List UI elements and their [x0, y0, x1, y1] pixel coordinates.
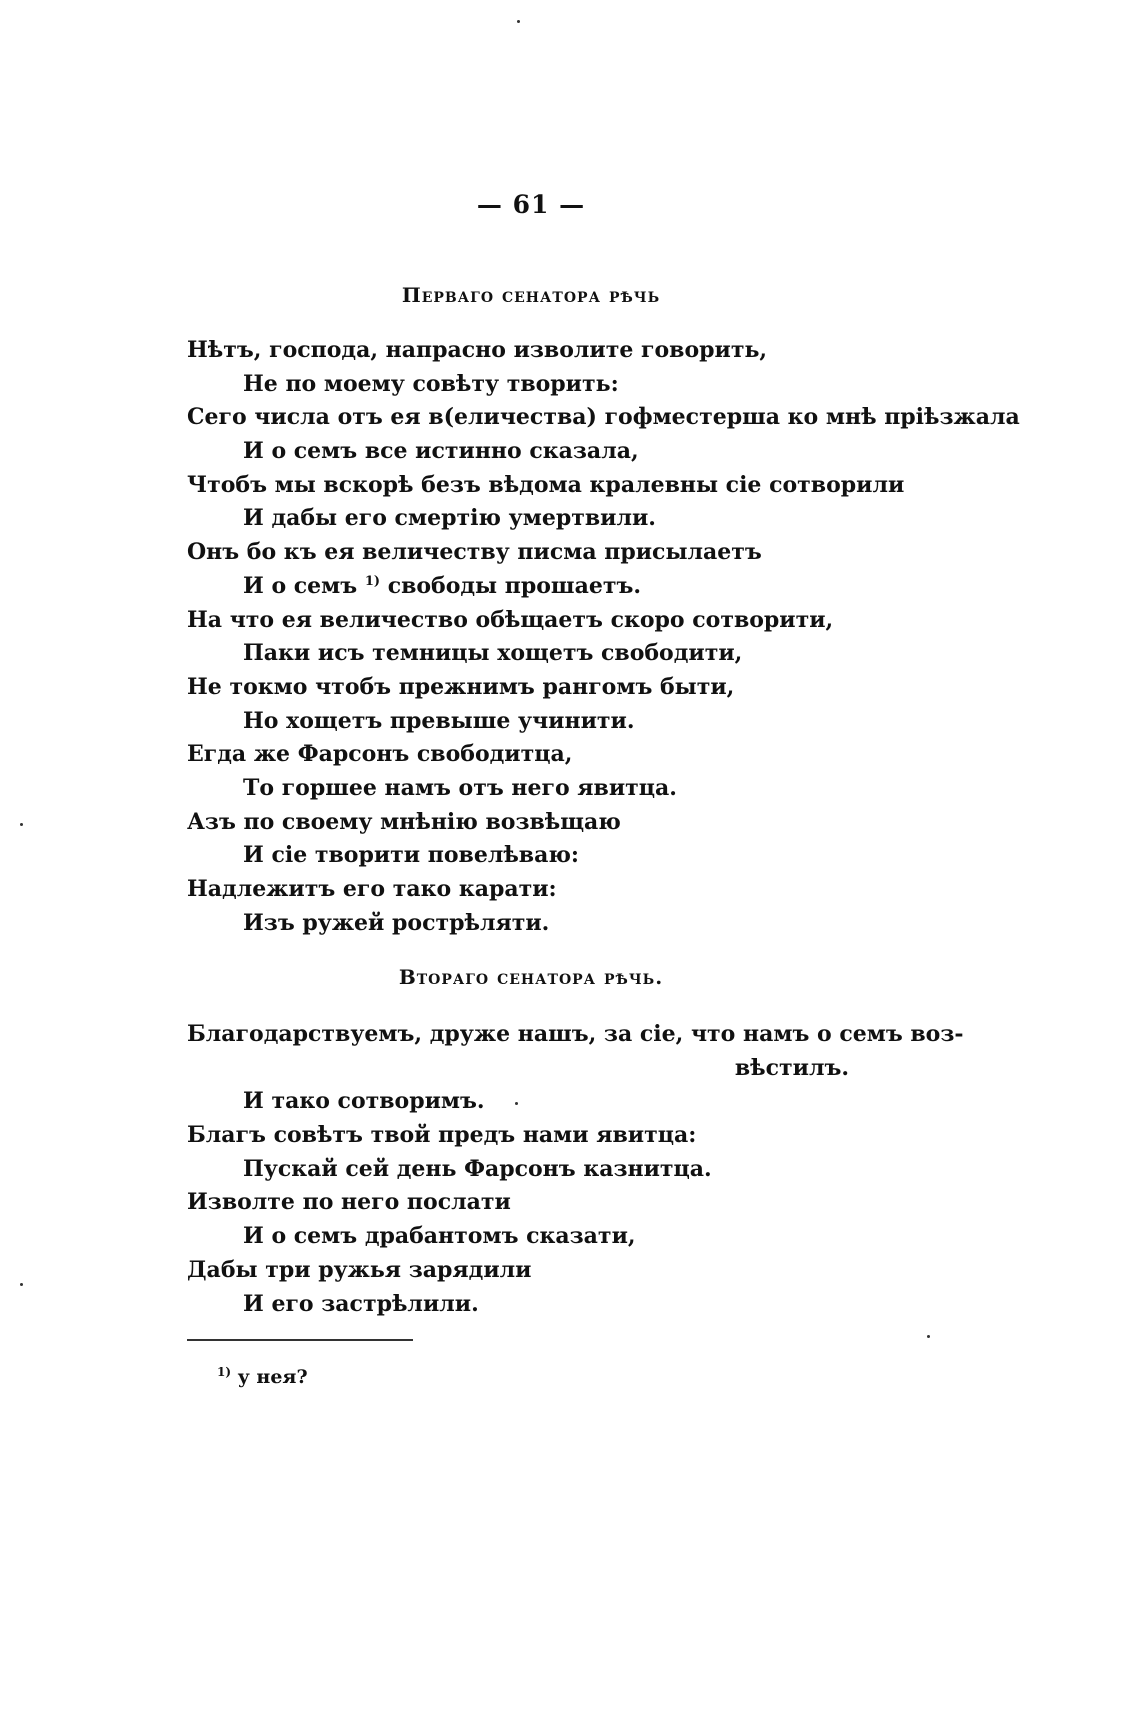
footnote-text: у нея?: [231, 1366, 308, 1388]
verse-line: И его застрѣлили.: [243, 1290, 479, 1317]
first-speech-heading: Перваго сенатора рѣчь: [401, 283, 661, 307]
print-speck: [20, 823, 23, 826]
verse-line: И сіе творити повелѣваю:: [243, 842, 580, 869]
verse-line-continuation: вѣстилъ.: [734, 1054, 849, 1081]
print-speck: [515, 1102, 518, 1105]
print-speck: [927, 1335, 930, 1338]
verse-line: Пускай сей день Фарсонъ казнитца.: [243, 1155, 712, 1182]
verse-line: И о семъ драбантомъ сказати,: [243, 1223, 636, 1250]
verse-line: Изволте по него послати: [187, 1189, 511, 1216]
verse-line: И дабы его смертію умертвили.: [243, 505, 656, 532]
footnote-divider: [187, 1339, 413, 1341]
verse-text: свободы прошаетъ.: [380, 572, 641, 599]
verse-line: Чтобъ мы вскорѣ безъ вѣдома кралевны сіе сотворили: [187, 471, 905, 498]
footnote-mark: 1): [217, 1365, 232, 1379]
verse-line: Благодарствуемъ, друже нашъ, за сіе, что намъ о семъ воз-: [187, 1021, 964, 1047]
verse-line: Благъ совѣтъ твой предъ нами явитца:: [187, 1122, 697, 1149]
page-number: — 61 —: [476, 190, 586, 219]
verse-line: То горшее намъ отъ него явитца.: [243, 774, 677, 801]
first-speech-verse: [187, 334, 1020, 940]
verse-line: Онъ бо къ ея величеству писма присылаетъ: [187, 539, 762, 566]
verse-line: На что ея величество обѣщаетъ скоро сотворити,: [187, 606, 834, 633]
footnote-reference: 1): [364, 573, 381, 589]
second-speech-heading: Втораго сенатора рѣчь.: [398, 965, 664, 989]
verse-line: Паки исъ темницы хощетъ свободити,: [243, 640, 743, 667]
verse-line: И тако сотворимъ.: [243, 1088, 485, 1115]
verse-line: Дабы три ружья зарядили: [187, 1256, 532, 1283]
second-speech-verse: [187, 1018, 964, 1321]
verse-line: Надлежитъ его тако карати:: [187, 876, 557, 902]
verse-line: Егда же Фарсонъ свободитца,: [187, 741, 573, 768]
verse-line-with-footnote: [187, 570, 887, 604]
verse-text: И о семъ: [243, 572, 365, 599]
verse-line: Но хощетъ превыше учинити.: [243, 707, 635, 734]
print-speck: [20, 1283, 23, 1286]
verse-line: Нѣтъ, господа, напрасно изволите говорить,: [187, 337, 768, 363]
verse-line: Сего числа отъ ея в(еличества) гофместерша ко мнѣ пріѣзжала: [187, 404, 1020, 431]
verse-line: Не токмо чтобъ прежнимъ рангомъ быти,: [187, 673, 735, 700]
verse-line: Не по моему совѣту творить:: [243, 370, 619, 397]
print-speck: [517, 20, 520, 23]
verse-line: И о семъ все истинно сказала,: [243, 438, 639, 465]
verse-line: Азъ по своему мнѣнію возвѣщаю: [187, 808, 621, 835]
verse-line: Изъ ружей рострѣляти.: [243, 909, 550, 936]
footnote: [217, 1366, 308, 1388]
